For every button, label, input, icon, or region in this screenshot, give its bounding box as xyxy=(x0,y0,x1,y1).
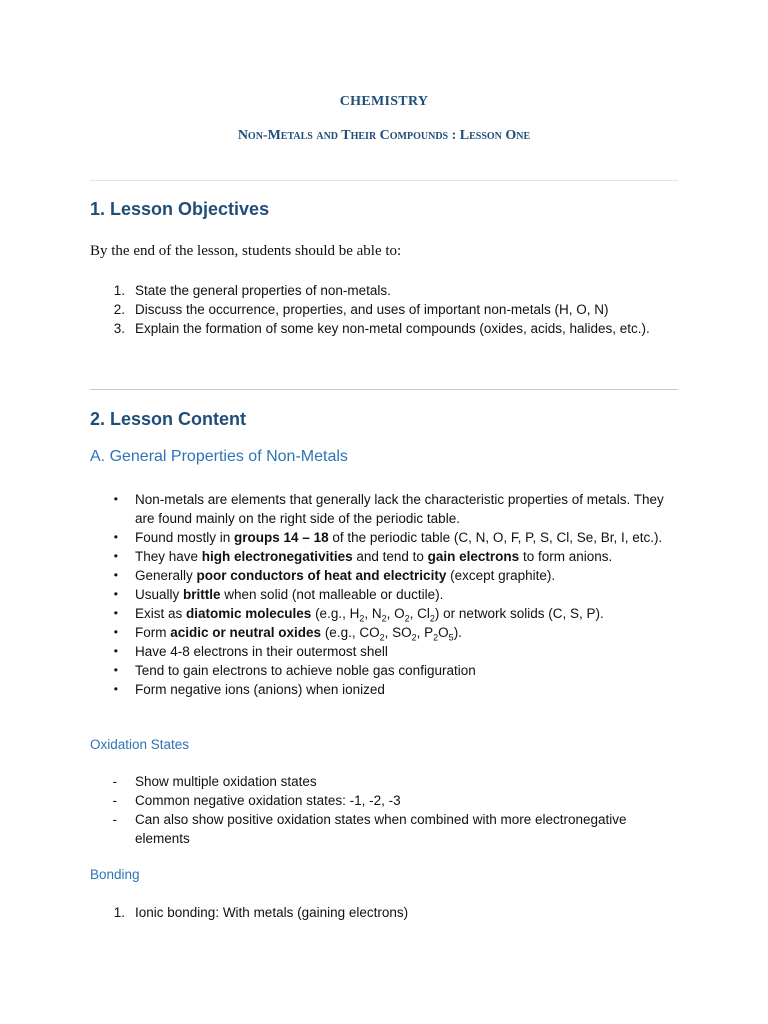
property-item xyxy=(90,490,680,528)
bold-term: groups 14 – 18 xyxy=(234,530,329,545)
subscript: 2 xyxy=(381,613,387,624)
bonding-list xyxy=(90,903,680,922)
text-run: , N xyxy=(364,606,382,621)
list-number: 2. xyxy=(113,302,125,317)
property-item xyxy=(90,547,680,566)
dash-marker: - xyxy=(112,793,117,808)
subscript: 2 xyxy=(433,632,439,643)
bullet-marker: • xyxy=(113,682,118,696)
text-run: O xyxy=(438,625,449,640)
bullet-marker: • xyxy=(113,606,118,620)
bold-term: acidic or neutral oxides xyxy=(170,625,322,640)
bold-term: gain electrons xyxy=(427,549,520,564)
bullet-marker: • xyxy=(113,644,118,658)
dash-marker: - xyxy=(112,812,117,827)
bonding-heading: Bonding xyxy=(90,867,140,882)
text-run: when solid (not malleable or ductile). xyxy=(220,587,444,602)
subscript: 2 xyxy=(359,613,365,624)
objective-text: Explain the formation of some key non-metal compounds (oxides, acids, halides, etc.). xyxy=(135,321,650,336)
bold-term: high electronegativities xyxy=(201,549,353,564)
bullet-marker: • xyxy=(113,625,118,639)
bullet-marker: • xyxy=(113,568,118,582)
text-run: (e.g., CO xyxy=(321,625,380,640)
oxidation-list xyxy=(90,772,680,848)
text-run: Form xyxy=(135,625,171,640)
text-run: Tend to gain electrons to achieve noble gas configuration xyxy=(135,663,476,678)
text-run: They have xyxy=(135,549,202,564)
text-run: Found mostly in xyxy=(135,530,235,545)
text-run: Usually xyxy=(135,587,184,602)
text-run: Non-metals are elements that generally lack the characteristic properties of metals. They are found mainly on the right side of the periodic table. xyxy=(135,492,664,526)
objectives-list xyxy=(90,281,680,338)
list-item-text: Can also show positive oxidation states when combined with more electronegative elements xyxy=(135,812,627,846)
property-item xyxy=(90,661,680,680)
objective-text: State the general properties of non-metals. xyxy=(135,283,391,298)
subscript: 2 xyxy=(404,613,410,624)
text-run: , O xyxy=(386,606,405,621)
list-item xyxy=(90,772,680,791)
subscript: 2 xyxy=(379,632,385,643)
document-subtitle: Non-Metals and Their Compounds : Lesson One xyxy=(237,128,531,143)
list-item xyxy=(90,791,680,810)
subscript: 2 xyxy=(411,632,417,643)
objective-item xyxy=(90,300,680,319)
bullet-marker: • xyxy=(113,549,118,563)
bonding-text: Ionic bonding: With metals (gaining electrons) xyxy=(135,905,409,920)
properties-list xyxy=(90,490,680,699)
list-number: 1. xyxy=(113,905,125,920)
content-heading: 2. Lesson Content xyxy=(90,409,247,429)
text-run: , P xyxy=(416,625,434,640)
text-run: Exist as xyxy=(135,606,187,621)
text-run: to form anions. xyxy=(519,549,613,564)
subscript: 2 xyxy=(429,613,435,624)
property-item xyxy=(90,623,680,642)
list-number: 3. xyxy=(113,321,125,336)
bullet-marker: • xyxy=(113,492,118,506)
text-run: of the periodic table (C, N, O, F, P, S, Cl, Se, Br, I, etc.). xyxy=(328,530,663,545)
bold-term: poor conductors of heat and electricity xyxy=(196,568,447,583)
bullet-marker: • xyxy=(113,587,118,601)
text-run: ). xyxy=(453,625,462,640)
text-run: Generally xyxy=(135,568,197,583)
objectives-heading: 1. Lesson Objectives xyxy=(90,199,270,219)
list-number: 1. xyxy=(113,283,125,298)
property-item xyxy=(90,528,680,547)
section-a-heading: A. General Properties of Non-Metals xyxy=(90,448,348,465)
property-item xyxy=(90,604,680,623)
list-item-text: Show multiple oxidation states xyxy=(135,774,317,789)
property-item xyxy=(90,566,680,585)
text-run: Have 4-8 electrons in their outermost shell xyxy=(135,644,388,659)
text-run: Form negative ions (anions) when ionized xyxy=(135,682,385,697)
text-run: (except graphite). xyxy=(446,568,556,583)
document-title: CHEMISTRY xyxy=(339,94,429,109)
objective-text: Discuss the occurrence, properties, and uses of important non-metals (H, O, N) xyxy=(135,302,609,317)
bold-term: diatomic molecules xyxy=(186,606,312,621)
oxidation-heading: Oxidation States xyxy=(90,737,190,752)
text-run: and tend to xyxy=(352,549,428,564)
bonding-item xyxy=(90,903,680,922)
property-item xyxy=(90,680,680,699)
objective-item xyxy=(90,319,680,338)
section-divider xyxy=(90,389,678,390)
text-run: (e.g., H xyxy=(311,606,360,621)
bold-term: brittle xyxy=(183,587,221,602)
property-item xyxy=(90,585,680,604)
header-divider xyxy=(90,180,678,181)
list-item-text: Common negative oxidation states: -1, -2, -3 xyxy=(135,793,401,808)
property-item xyxy=(90,642,680,661)
subscript: 5 xyxy=(448,632,454,643)
text-run: , SO xyxy=(384,625,412,640)
text-run: , Cl xyxy=(409,606,430,621)
text-run: ) or network solids (C, S, P). xyxy=(434,606,604,621)
list-item xyxy=(90,810,680,848)
objective-item xyxy=(90,281,680,300)
dash-marker: - xyxy=(112,774,117,789)
bullet-marker: • xyxy=(113,663,118,677)
objectives-intro: By the end of the lesson, students should be able to: xyxy=(90,243,402,259)
bullet-marker: • xyxy=(113,530,118,544)
